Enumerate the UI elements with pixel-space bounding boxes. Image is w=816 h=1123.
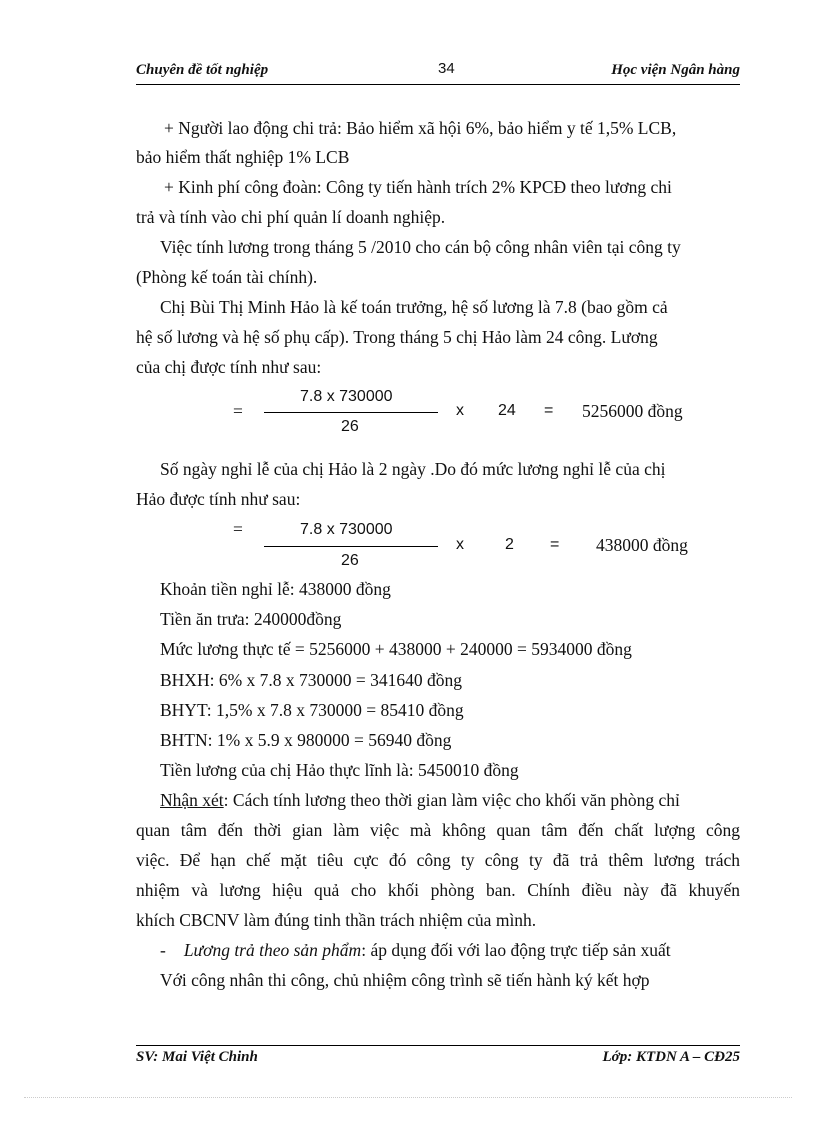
bullet-text: : áp dụng đối với lao động trực tiếp sản xuất (361, 940, 671, 960)
paragraph-line: quan tâm đến thời gian làm việc mà không quan tâm đến chất lượng công (136, 820, 740, 840)
paragraph-line: Với công nhân thi công, chủ nhiệm công trình sẽ tiến hành ký kết hợp (160, 970, 650, 990)
page-number: 34 (438, 60, 455, 77)
formula-times: x (456, 402, 464, 419)
footer-student: SV: Mai Việt Chinh (136, 1049, 258, 1065)
formula-denominator: 26 (341, 552, 359, 569)
fraction-bar (264, 546, 438, 547)
paragraph-line: hệ số lương và hệ số phụ cấp). Trong tháng 5 chị Hảo làm 24 công. Lương (136, 327, 658, 347)
formula-numerator: 7.8 x 730000 (300, 388, 393, 405)
paragraph-line: Việc tính lương trong tháng 5 /2010 cho cán bộ công nhân viên tại công ty (160, 237, 681, 257)
paragraph-line: + Kinh phí công đoàn: Công ty tiến hành trích 2% KPCĐ theo lương chi (164, 177, 672, 197)
paragraph-line: + Người lao động chi trả: Bảo hiểm xã hội 6%, bảo hiểm y tế 1,5% LCB, (164, 118, 677, 138)
formula-equals: = (233, 401, 243, 421)
page-bottom-border (24, 1097, 792, 1098)
header-institution: Học viện Ngân hàng (611, 62, 740, 78)
remark-label: Nhận xét (160, 790, 224, 810)
footer-divider (136, 1045, 740, 1046)
formula-result: 438000 đồng (596, 535, 688, 555)
formula-result: 5256000 đồng (582, 401, 683, 421)
formula-times: x (456, 536, 464, 553)
header-thesis-title: Chuyên đề tốt nghiệp (136, 62, 269, 78)
paragraph-line: bảo hiểm thất nghiệp 1% LCB (136, 147, 350, 167)
formula-equals-result: = (544, 402, 554, 419)
formula-numerator: 7.8 x 730000 (300, 521, 393, 538)
paragraph-line: Khoản tiền nghỉ lễ: 438000 đồng (160, 579, 391, 599)
formula-equals-result: = (550, 536, 560, 553)
paragraph-line: Tiền lương của chị Hảo thực lĩnh là: 5450010 đồng (160, 760, 519, 780)
paragraph-line: Mức lương thực tế = 5256000 + 438000 + 240000 = 5934000 đồng (160, 639, 632, 659)
paragraph-line: BHYT: 1,5% x 7.8 x 730000 = 85410 đồng (160, 700, 464, 720)
bullet-line (160, 939, 671, 961)
paragraph-line: trả và tính vào chi phí quản lí doanh nghiệp. (136, 207, 446, 227)
remark-line (160, 789, 680, 811)
paragraph-line: Hảo được tính như sau: (136, 489, 301, 509)
paragraph-line: BHTN: 1% x 5.9 x 980000 = 56940 đồng (160, 730, 452, 750)
formula-equals: = (233, 519, 243, 539)
remark-text: : Cách tính lương theo thời gian làm việc cho khối văn phòng chỉ (223, 790, 680, 810)
page-header (136, 60, 740, 85)
bullet-dash: - (160, 940, 166, 960)
paragraph-line: Tiền ăn trưa: 240000đồng (160, 609, 342, 629)
formula-denominator: 26 (341, 418, 359, 435)
paragraph-line: (Phòng kế toán tài chính). (136, 267, 318, 287)
footer-class: Lớp: KTDN A – CĐ25 (602, 1049, 740, 1065)
paragraph-line: BHXH: 6% x 7.8 x 730000 = 341640 đồng (160, 670, 463, 690)
paragraph-line: việc. Để hạn chế mặt tiêu cực đó công ty công ty đã trả thêm lương trách (136, 850, 740, 870)
fraction-bar (264, 412, 438, 413)
formula-factor: 24 (498, 402, 516, 419)
formula-factor: 2 (505, 536, 514, 553)
bullet-italic-term: Lương trả theo sản phẩm (183, 940, 362, 960)
paragraph-line: nhiệm và lương hiệu quả cho khối phòng ban. Chính điều này đã khuyến (136, 880, 740, 900)
paragraph-line: Số ngày nghỉ lễ của chị Hảo là 2 ngày .Do đó mức lương nghỉ lễ của chị (160, 459, 666, 479)
paragraph-line: Chị Bùi Thị Minh Hảo là kế toán trưởng, hệ số lương là 7.8 (bao gồm cả (160, 297, 668, 317)
paragraph-line: của chị được tính như sau: (136, 357, 322, 377)
paragraph-line: khích CBCNV làm đúng tinh thần trách nhiệm của mình. (136, 910, 537, 930)
